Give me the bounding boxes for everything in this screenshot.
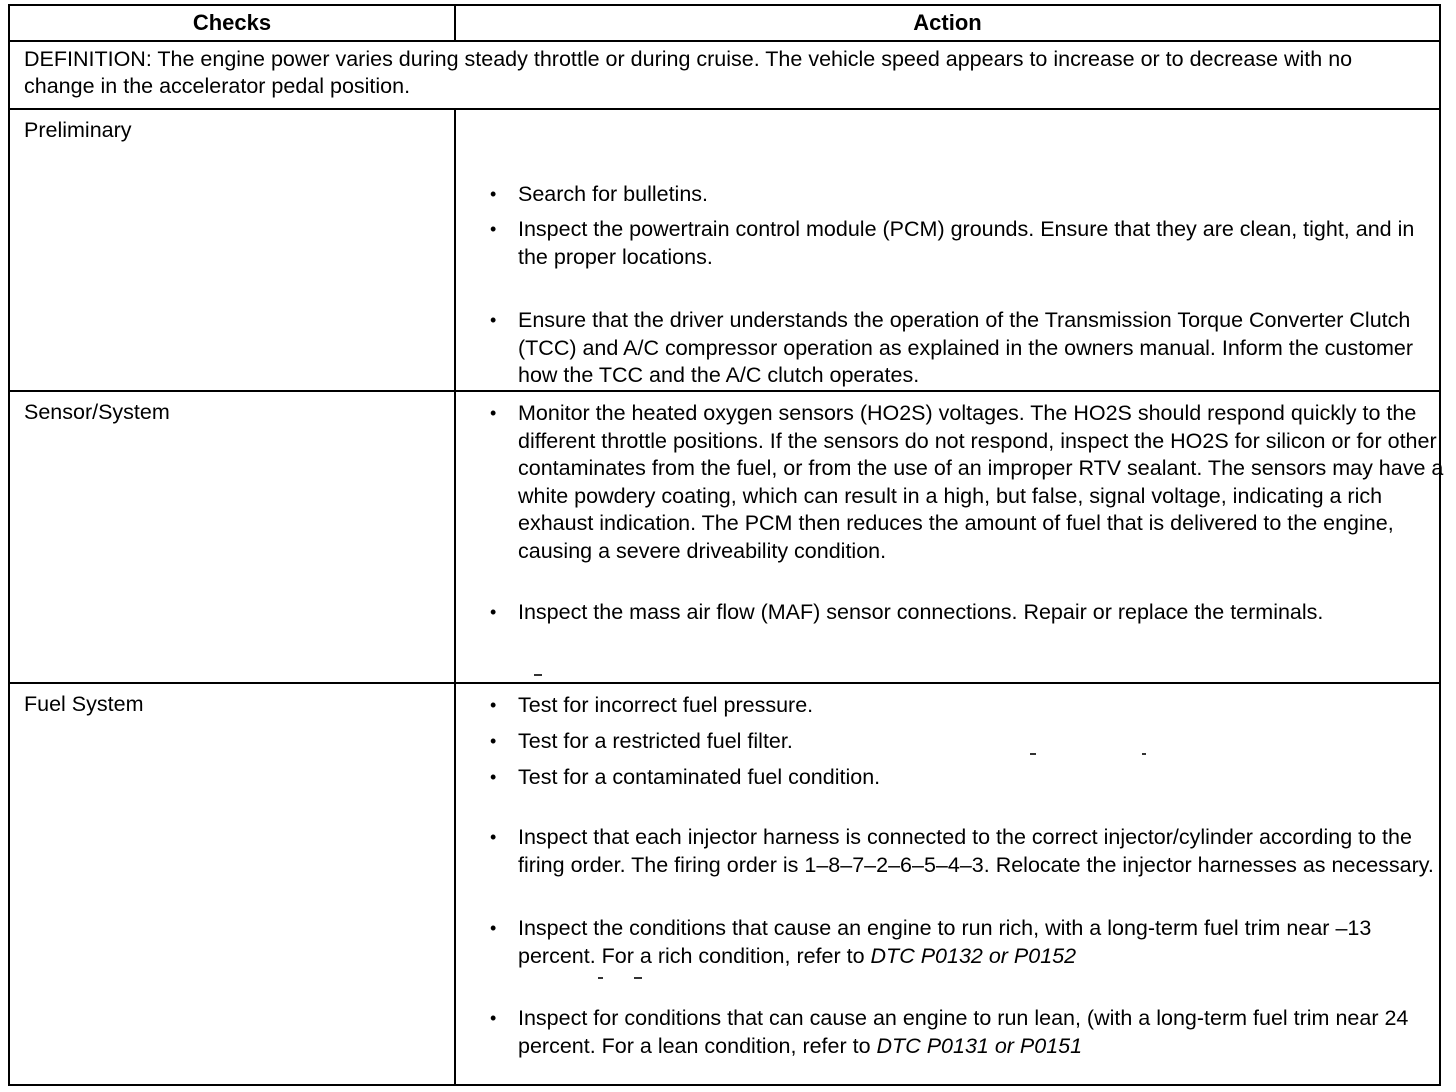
action-item-lean-condition <box>490 1005 1450 1060</box>
header-action-cell <box>456 6 1439 40</box>
scan-speck <box>534 674 542 676</box>
definition-row <box>10 42 1439 110</box>
header-checks-cell <box>10 6 456 40</box>
lean-check-text: Inspect for conditions that can cause an engine to run lean, (with a long-term fuel trim near 24 percent. For a lean condition, refer to <box>518 1006 1409 1058</box>
checks-cell <box>10 110 456 390</box>
table-row <box>10 684 1439 1084</box>
action-item: • Test for a contaminated fuel condition. <box>490 764 1450 792</box>
action-item: • Ensure that the driver understands the operation of the Transmission Torque Converter Clutch (TCC) and A/C compressor operation as explained in the owners manual. Inform the customer how the TCC and the A/C clutch operates. <box>490 307 1450 390</box>
action-column-header: Action <box>913 10 982 35</box>
action-cell <box>456 392 1444 682</box>
action-item-rich-condition <box>490 915 1450 970</box>
action-cell <box>456 684 1439 1084</box>
action-cell <box>456 110 1439 390</box>
action-item: • Inspect that each injector harness is connected to the correct injector/cylinder according to the firing order. The firing order is 1–8–7–2–6–5–4–3. Relocate the injector harnesses as necessary. <box>490 824 1450 879</box>
check-label-sensor-system: Sensor/System <box>24 400 170 424</box>
checks-column-header: Checks <box>192 10 272 35</box>
table-row <box>10 392 1444 684</box>
rich-dtc-reference: DTC P0132 or P0152 <box>870 943 1077 968</box>
scan-speck <box>634 977 642 979</box>
scan-speck <box>598 977 603 979</box>
action-item: • Inspect the powertrain control module (PCM) grounds. Ensure that they are clean, tight, and in the proper locations. <box>490 216 1450 271</box>
checks-cell <box>10 684 456 1084</box>
check-label-fuel-system: Fuel System <box>24 692 144 716</box>
action-item: • Search for bulletins. <box>490 181 1450 209</box>
lean-dtc-reference: DTC P0131 or P0151 <box>876 1033 1083 1058</box>
check-label-preliminary: Preliminary <box>24 118 132 142</box>
checks-cell <box>10 392 456 682</box>
definition-text: DEFINITION: The engine power varies during steady throttle or during cruise. The vehicle speed appears to increase or to decrease with no change in the accelerator pedal position. <box>24 47 1353 98</box>
rich-check-text: Inspect the conditions that cause an engine to run rich, with a long-term fuel trim near –13 percent. For a rich condition, refer to <box>518 916 1372 968</box>
table-header-row <box>10 6 1439 42</box>
scan-speck <box>1142 753 1146 755</box>
action-item: • Monitor the heated oxygen sensors (HO2S) voltages. The HO2S should respond quickly to the different throttle positions. If the sensors do not respond, inspect the HO2S for silicon or for other contaminates from the fuel, or from the use of an improper RTV sealant. The sensors may have a white powdery coating, which can result in a high, but false, signal voltage, indicating a rich exhaust indication. The PCM then reduces the amount of fuel that is delivered to the engine, causing a severe driveability condition. <box>490 400 1450 565</box>
table-row <box>10 110 1439 392</box>
scan-speck <box>1030 753 1036 755</box>
action-item: • Test for incorrect fuel pressure. <box>490 692 1450 720</box>
diagnostic-table <box>8 4 1444 1086</box>
action-item: • Inspect the mass air flow (MAF) sensor connections. Repair or replace the terminals. <box>490 599 1450 627</box>
action-item: • Test for a restricted fuel filter. <box>490 728 1450 756</box>
